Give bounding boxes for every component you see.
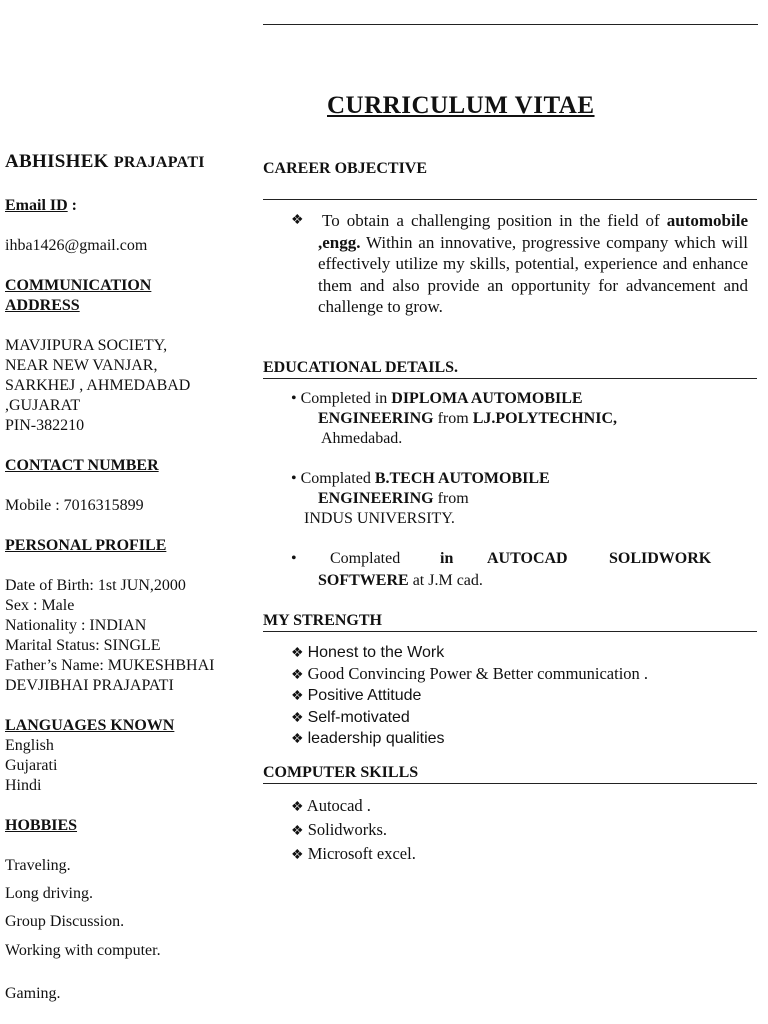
address-line: ,GUJARAT: [5, 397, 81, 414]
education-heading: EDUCATIONAL DETAILS.: [263, 359, 459, 376]
computer-text: Microsoft excel.: [307, 843, 416, 863]
email-heading: [5, 196, 77, 216]
strength-text: Positive Attitude: [307, 687, 422, 705]
education-item-1-city: Ahmedabad.: [321, 430, 403, 447]
education-item-1-line1: [291, 389, 583, 409]
computer-text: Solidworks.: [307, 819, 387, 839]
address-line: NEAR NEW VANJAR,: [5, 357, 158, 374]
education-item-3-word: in: [440, 550, 454, 567]
education-from: from: [433, 490, 469, 507]
language-item: English: [5, 737, 54, 754]
hobby-item: Long driving.: [5, 885, 93, 902]
computer-list: [291, 795, 416, 866]
education-degree: B.TECH AUTOMOBILE: [374, 470, 550, 487]
strength-item: [291, 708, 648, 729]
hobby-item: Traveling.: [5, 857, 71, 874]
education-lead: Completed in: [300, 390, 392, 407]
email-colon: :: [67, 197, 77, 214]
computer-item: [291, 819, 416, 843]
address-line: PIN-382210: [5, 417, 85, 434]
strength-divider: [263, 631, 757, 632]
education-item-3-word: Complated: [330, 550, 401, 567]
diamond-bullet-icon: ❖: [291, 213, 304, 228]
education-software-place: at J.M cad.: [408, 572, 483, 589]
diamond-bullet-icon: ❖: [291, 646, 304, 661]
email-label: Email ID: [5, 197, 68, 214]
education-item-3-line2: [318, 571, 483, 591]
personal-line: Nationality : INDIAN: [5, 617, 147, 634]
objective-divider: [263, 199, 757, 200]
computer-divider: [263, 783, 757, 784]
education-software: SOFTWERE: [318, 572, 409, 589]
strength-item: [291, 664, 648, 686]
education-institution: LJ.POLYTECHNIC,: [472, 410, 618, 427]
languages-list: [5, 736, 57, 796]
computer-item: [291, 795, 416, 819]
education-from: from: [433, 410, 473, 427]
language-item: Hindi: [5, 777, 42, 794]
objective-text-start: To obtain a challenging position in the field of: [322, 211, 667, 230]
education-divider: [263, 378, 757, 379]
address-block: [5, 336, 190, 436]
education-item-2-institution: INDUS UNIVERSITY.: [304, 510, 455, 527]
computer-item: [291, 843, 416, 867]
email-value: ihba1426@gmail.com: [5, 237, 148, 254]
education-item-2-line1: [291, 469, 550, 489]
strength-item: [291, 643, 648, 664]
hobby-item: Gaming.: [5, 985, 61, 1002]
education-degree-cont: ENGINEERING: [318, 490, 434, 507]
education-item-3-word: SOLIDWORK: [609, 550, 712, 567]
top-divider: [263, 24, 758, 25]
diamond-bullet-icon: ❖: [291, 731, 304, 747]
strength-text: Good Convincing Power & Better communication .: [307, 664, 649, 684]
address-line: SARKHEJ , AHMEDABAD: [5, 377, 191, 394]
diamond-bullet-icon: ❖: [291, 823, 304, 839]
address-heading-line1: COMMUNICATION: [5, 277, 152, 294]
strength-text: Self-motivated: [307, 708, 410, 726]
computer-text: Autocad .: [306, 796, 371, 815]
objective-heading: CAREER OBJECTIVE: [263, 160, 428, 177]
first-name: ABHISHEK: [5, 151, 109, 172]
hobbies-heading: HOBBIES: [5, 817, 78, 834]
strength-text: Honest to the Work: [307, 644, 445, 661]
diamond-bullet-icon: ❖: [291, 668, 304, 684]
personal-line: DEVJIBHAI PRAJAPATI: [5, 677, 174, 694]
diamond-bullet-icon: ❖: [291, 710, 304, 726]
personal-line: Sex : Male: [5, 597, 75, 614]
hobby-item: Working with computer.: [5, 942, 161, 959]
hobby-item: Group Discussion.: [5, 913, 125, 930]
candidate-name: [5, 151, 205, 173]
education-item-3-word: AUTOCAD: [487, 550, 568, 567]
personal-block: [5, 576, 214, 696]
computer-heading: COMPUTER SKILLS: [263, 764, 419, 781]
objective-text-end: Within an innovative, progressive company which will effectively utilize my skills, potential, experience and enhance them and also provide an opportunity for advancement and challenge to grow.: [318, 232, 748, 316]
education-item-2-line2: [318, 489, 469, 509]
strength-list: [291, 643, 648, 750]
address-line: MAVJIPURA SOCIETY,: [5, 337, 168, 354]
personal-heading: PERSONAL PROFILE: [5, 537, 167, 554]
education-item-1-line2: [318, 409, 617, 429]
address-heading-line2: ADDRESS: [5, 297, 80, 314]
last-name: PRAJAPATI: [113, 154, 205, 171]
diamond-bullet-icon: ❖: [291, 847, 304, 863]
strength-text: leadership qualities: [307, 729, 445, 747]
objective-text: [318, 210, 748, 318]
personal-line: Marital Status: SINGLE: [5, 637, 161, 654]
language-item: Gujarati: [5, 757, 58, 774]
dot-bullet-icon: •: [291, 390, 297, 407]
education-lead: Complated: [300, 470, 375, 487]
strength-item: [291, 686, 648, 707]
languages-heading: LANGUAGES KNOWN: [5, 717, 175, 734]
personal-line: Date of Birth: 1st JUN,2000: [5, 577, 186, 594]
diamond-bullet-icon: ❖: [291, 689, 304, 705]
dot-bullet-icon: •: [291, 470, 297, 487]
strength-heading: MY STRENGTH: [263, 612, 382, 629]
mobile-number: Mobile : 7016315899: [5, 497, 144, 514]
education-degree-cont: ENGINEERING: [318, 410, 434, 427]
diamond-bullet-icon: ❖: [291, 800, 304, 815]
objective-field: automobile ,engg.: [318, 211, 748, 252]
document-title: CURRICULUM VITAE: [327, 92, 595, 119]
dot-bullet-icon: •: [291, 550, 297, 567]
strength-item: [291, 729, 648, 750]
contact-heading: CONTACT NUMBER: [5, 457, 159, 474]
personal-line: Father’s Name: MUKESHBHAI: [5, 657, 215, 674]
education-degree: DIPLOMA AUTOMOBILE: [391, 390, 583, 407]
